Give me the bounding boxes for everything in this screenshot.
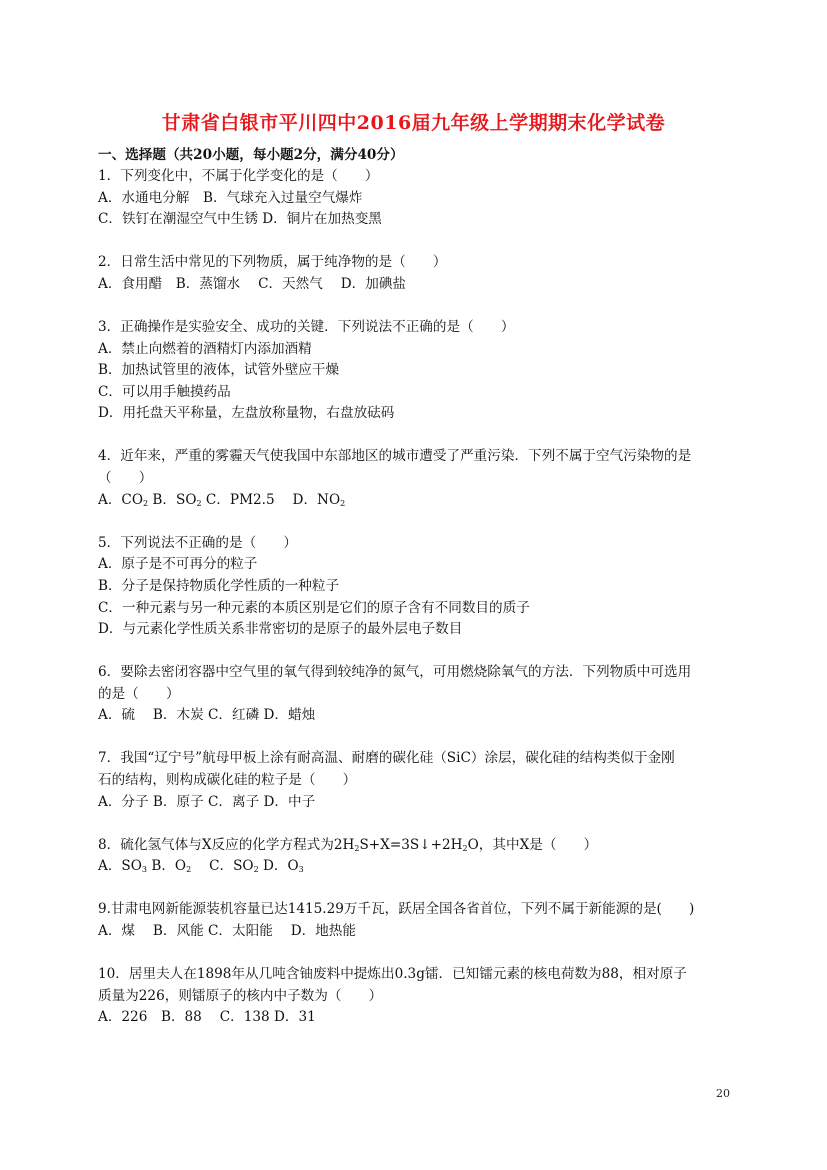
answer-options: B．加热试管里的液体，试管外壁应干燥 [98, 362, 340, 379]
question-section [98, 144, 734, 1050]
question-stem: 8．硫化氢气体与X反应的化学方程式为$2H_2S+X=3S↓+2H_2O$，其中X是（ ） [98, 836, 598, 853]
question-item [98, 317, 734, 425]
answer-options: D．与元素化学性质关系非常密切的是原子的最外层电子数目 [98, 621, 463, 638]
question-item [98, 662, 734, 727]
answer-options: A．食用醋 B．蒸馏水 C．天然气 D．加碘盐 [98, 275, 407, 292]
question-stem: 4．近年来，严重的雾霾天气使我国中东部地区的城市遭受了严重污染．下列不属于空气污染物的是 [98, 448, 692, 465]
question-stem: 7．我国“辽宁号”航母甲板上涂有耐高温、耐磨的碳化硅（SiC）涂层，碳化硅的结构类似于金刚 [98, 750, 675, 767]
page-title: 甘肃省白银市平川四中2016届九年级上学期期末化学试卷 [161, 112, 666, 134]
question-item [98, 533, 734, 641]
answer-options: C．可以用手触摸药品 [98, 383, 231, 400]
question-stem: 6．要除去密闭容器中空气里的氧气得到较纯净的氮气，可用燃烧除氧气的方法．下列物质中可选用 [98, 664, 692, 681]
answer-options: B．分子是保持物质化学性质的一种粒子 [98, 577, 340, 594]
answer-options: A．$CO_2$ B．$SO_2$ C．PM2.5 D．$NO_2$ [98, 491, 346, 508]
answer-options: D．用托盘天平称量，左盘放称量物，右盘放砝码 [98, 405, 395, 422]
answer-options: A．煤 B．风能 C．太阳能 D．地热能 [98, 923, 356, 940]
answer-options: A．226 B．88 C．138 D．31 [98, 1009, 316, 1026]
question-item [98, 964, 734, 1029]
question-stem: 的是（ ） [98, 685, 180, 702]
question-item [98, 252, 734, 295]
question-stem: （ ） [98, 470, 153, 487]
question-item [98, 166, 734, 231]
answer-options: C．铁钉在潮湿空气中生锈 D．铜片在加热变黑 [98, 211, 382, 228]
question-stem: 质量为226，则镭原子的核内中子数为（ ） [98, 987, 383, 1004]
question-stem: 2．日常生活中常见的下列物质，属于纯净物的是（ ） [98, 254, 447, 271]
answer-options: A．禁止向燃着的酒精灯内添加酒精 [98, 340, 312, 357]
answer-options: A．原子是不可再分的粒子 [98, 556, 258, 573]
answer-options: A．水通电分解 B．气球充入过量空气爆炸 [98, 189, 363, 206]
question-stem: 10．居里夫人在1898年从几吨含铀废料中提炼出0.3g镭．已知镭元素的核电荷数为88，相对原子 [98, 966, 687, 983]
section-heading: 一、选择题（共20小题，每小题2分，满分40分） [98, 147, 404, 163]
answer-options: A．$SO_3$ B．$O_2$ C．$SO_2$ D．$O_3$ [98, 858, 304, 875]
question-item [98, 899, 734, 942]
answer-options: C．一种元素与另一种元素的本质区别是它们的原子含有不同数目的质子 [98, 599, 530, 616]
question-item [98, 446, 734, 511]
question-item [98, 835, 734, 878]
answer-options: A．硫 B．木炭 C．红磷 D．蜡烛 [98, 707, 316, 724]
question-item [98, 748, 734, 813]
answer-options: A．分子 B．原子 C．离子 D．中子 [98, 793, 316, 810]
page-number: 20 [716, 1087, 730, 1100]
question-stem: 3．正确操作是实验安全、成功的关键．下列说法不正确的是（ ） [98, 318, 515, 335]
question-list [98, 166, 734, 1029]
question-stem: 石的结构，则构成碳化硅的粒子是（ ） [98, 772, 357, 789]
question-stem: 5．下列说法不正确的是（ ） [98, 534, 297, 551]
question-stem: 1．下列变化中，不属于化学变化的是（ ） [98, 168, 379, 184]
question-stem: 9.甘肃电网新能源装机容量已达1415.29万千瓦，跃居全国各省首位，下列不属于新能源的是( ) [98, 901, 695, 918]
